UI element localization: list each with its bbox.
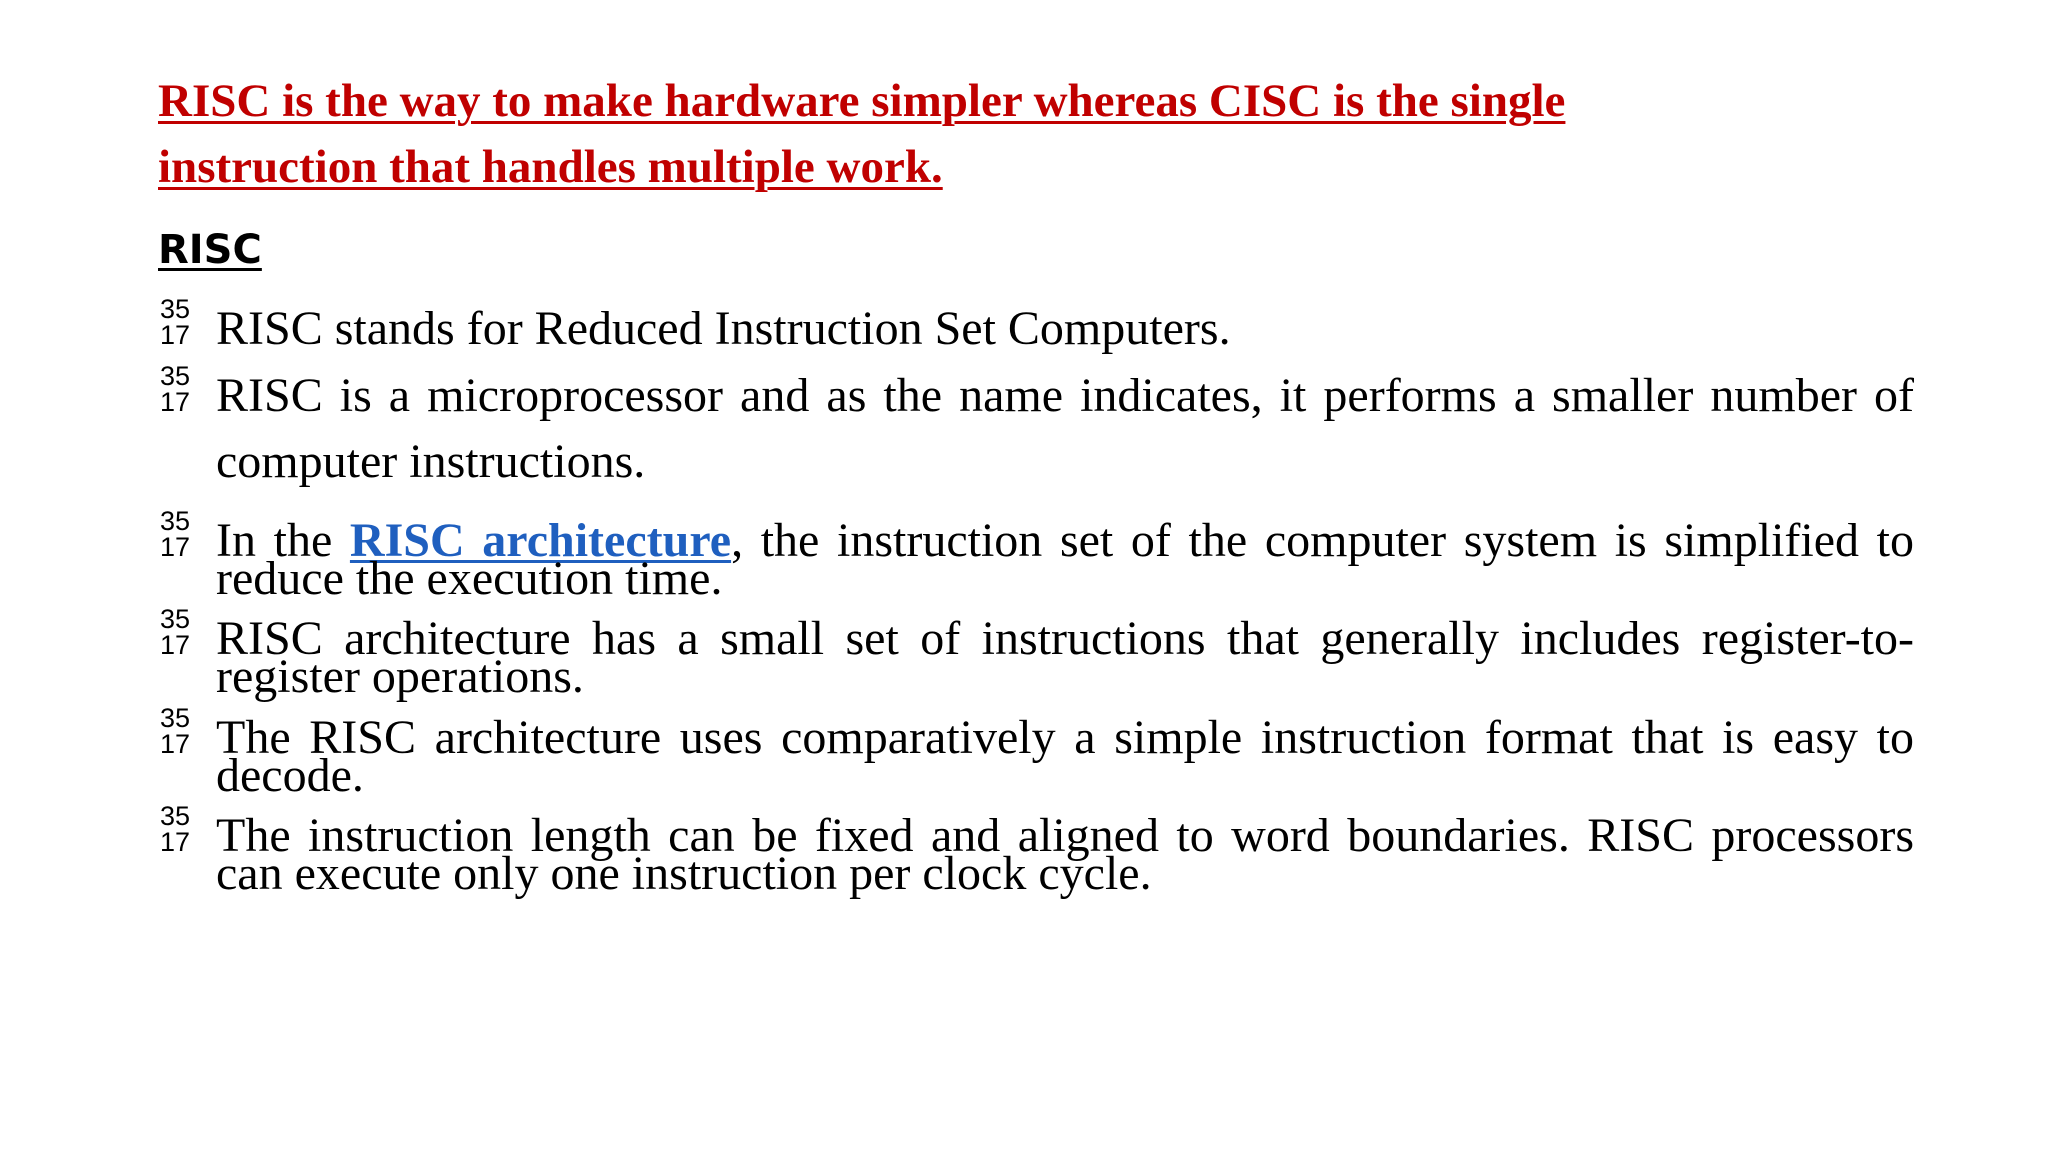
bullet-marker-icon: 35 17 [160, 361, 191, 417]
bullet-marker-icon: 35 17 [160, 801, 191, 857]
bullet-marker-icon: 35 17 [160, 506, 191, 562]
bullet-text: RISC is a microprocessor and as the name indicates, it performs a smaller number of computer instructions. [216, 369, 1914, 488]
bullet-text: The instruction length can be fixed and aligned to word boundaries. RISC processors can execute only one instruction per clock cycle. [216, 809, 1914, 900]
bullet-text: The RISC architecture uses comparatively a simple instruction format that is easy to decode. [216, 711, 1914, 802]
section-heading: RISC [158, 227, 262, 273]
bullet-marker-icon: 35 17 [160, 703, 191, 759]
bullet-marker-icon: 35 17 [160, 294, 191, 350]
risc-architecture-link[interactable]: RISC architecture [349, 514, 732, 567]
bullet-text: RISC architecture has a small set of instructions that generally includes register-to-register operations. [216, 612, 1914, 703]
bullet-text: In the RISC architecture, the instruction set of the computer system is simplified to reduce the execution time. [216, 514, 1915, 605]
bullet-text: RISC stands for Reduced Instruction Set Computers. [216, 302, 1231, 355]
slide-headline: RISC is the way to make hardware simpler whereas CISC is the single instruction that handles multiple work. [158, 75, 1566, 193]
bullet-marker-icon: 35 17 [160, 604, 191, 660]
